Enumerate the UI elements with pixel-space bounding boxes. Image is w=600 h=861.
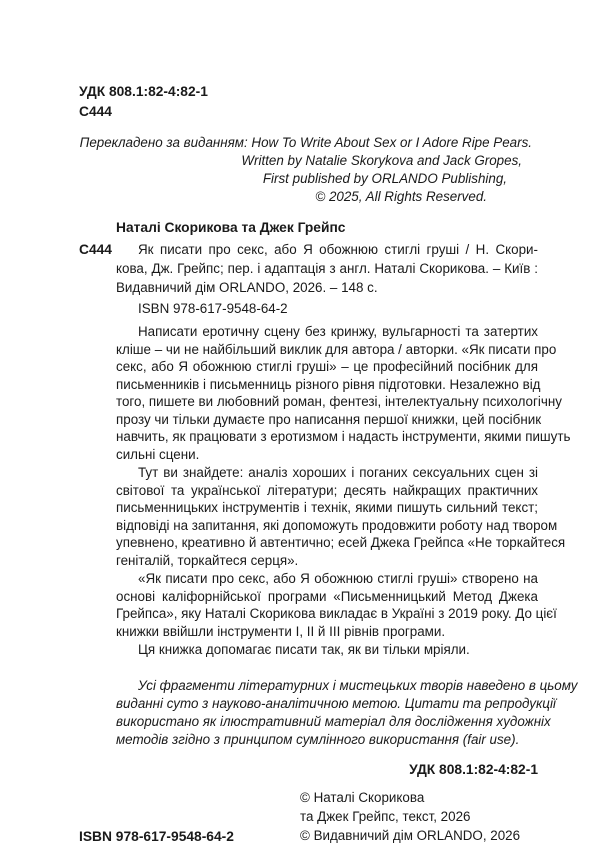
author-mark-left: С444 bbox=[79, 242, 112, 257]
author-heading: Наталі Скорикова та Джек Грейпс bbox=[116, 220, 346, 235]
disclaimer-line: методів згідно з принципом сумлінного використання (fair use). bbox=[116, 732, 520, 747]
annotation-line: письменників і письменниць різного рівня підготовки. Незалежно від bbox=[116, 377, 541, 392]
annotation-line: того, пишете ви любовний роман, фентезі, інтелектуальну психологічну bbox=[116, 394, 562, 409]
annotation-line: навчить, як працювати з еротизмом і надасть інструменти, якими пишуть bbox=[116, 429, 571, 444]
translated-from-line: Written by Natalie Skorykova and Jack Gropes, bbox=[241, 153, 522, 168]
author-mark-top: С444 bbox=[79, 104, 112, 119]
isbn-bottom: ISBN 978-617-9548-64-2 bbox=[79, 829, 234, 844]
translated-from-line: First published by ORLANDO Publishing, bbox=[262, 171, 507, 186]
disclaimer-line: виданні суто з науково-аналітичною метою. Цитати та репродукції bbox=[116, 696, 556, 711]
bib-record-line: кова, Дж. Грейпс; пер. і адаптація з англ. Наталі Скорикова. – Київ : bbox=[116, 261, 538, 276]
annotation-line: світової та української літератури; десять найкращих практичних bbox=[116, 483, 538, 498]
translated-from-line: © 2025, All Rights Reserved. bbox=[315, 189, 487, 204]
annotation-line: «Як писати про секс, або Я обожнюю стиглі груші» створено на bbox=[138, 571, 538, 586]
bib-record-line: Як писати про секс, або Я обожнюю стиглі груші / Н. Скори- bbox=[138, 242, 538, 257]
annotation-line: Тут ви знайдете: аналіз хороших і поганих сексуальних сцен зі bbox=[138, 465, 538, 480]
copyright-line: та Джек Грейпс, текст, 2026 bbox=[300, 809, 471, 824]
disclaimer-line: Усі фрагменти літературних і мистецьких творів наведено в цьому bbox=[138, 678, 578, 693]
udk-top: УДК 808.1:82-4:82-1 bbox=[79, 84, 208, 99]
annotation-line: секс, або Я обожнюю стиглі груші» – це професійний посібник для bbox=[116, 359, 538, 374]
annotation-line: письменницьких інструментів і технік, якими пишуть сильний текст; bbox=[116, 500, 538, 515]
copyright-line: © Видавничий дім ORLANDO, 2026 bbox=[300, 828, 521, 843]
copyright-line: © Наталі Скорикова bbox=[300, 790, 425, 805]
annotation-line: упевнено, креативно й автентично; есей Джека Грейпса «Не торкайтеся bbox=[116, 535, 566, 550]
annotation-line: Ця книжка допомагає писати так, як ви тільки мріяли. bbox=[138, 642, 470, 657]
annotation-line: відповіді на запитання, які допоможуть продовжити роботу над твором bbox=[116, 518, 558, 533]
annotation-line: Написати еротичну сцену без кринжу, вульгарності та затертих bbox=[138, 324, 538, 339]
translated-from-line: Перекладено за виданням: How To Write About Sex or I Adore Ripe Pears. bbox=[79, 135, 532, 150]
annotation-line: геніталій, торкайтеся серця». bbox=[116, 553, 299, 568]
annotation-line: книжки ввійшли інструменти I, II й III рівнів програми. bbox=[116, 624, 446, 639]
annotation-line: прозу чи тільки думаєте про написання першої книжки, цей посібник bbox=[116, 412, 542, 427]
annotation-line: кліше – чи не найбільший виклик для автора / авторки. «Як писати про bbox=[116, 342, 557, 357]
bib-record-line: Видавничий дім ORLANDO, 2026. – 148 с. bbox=[116, 280, 378, 295]
disclaimer-line: використано як ілюстративний матеріал для дослідження художніх bbox=[116, 714, 551, 729]
translated-from bbox=[60, 134, 532, 206]
udk-bottom: УДК 808.1:82-4:82-1 bbox=[409, 762, 538, 777]
annotation-line: сильні сцени. bbox=[116, 447, 200, 462]
isbn-record: ISBN 978-617-9548-64-2 bbox=[138, 301, 288, 316]
annotation-line: основі каліфорнійської програми «Письменницький Метод Джека bbox=[116, 589, 538, 604]
annotation-line: Грейпса», яку Наталі Скорикова викладає в Україні з 2019 року. До цієї bbox=[116, 606, 557, 621]
